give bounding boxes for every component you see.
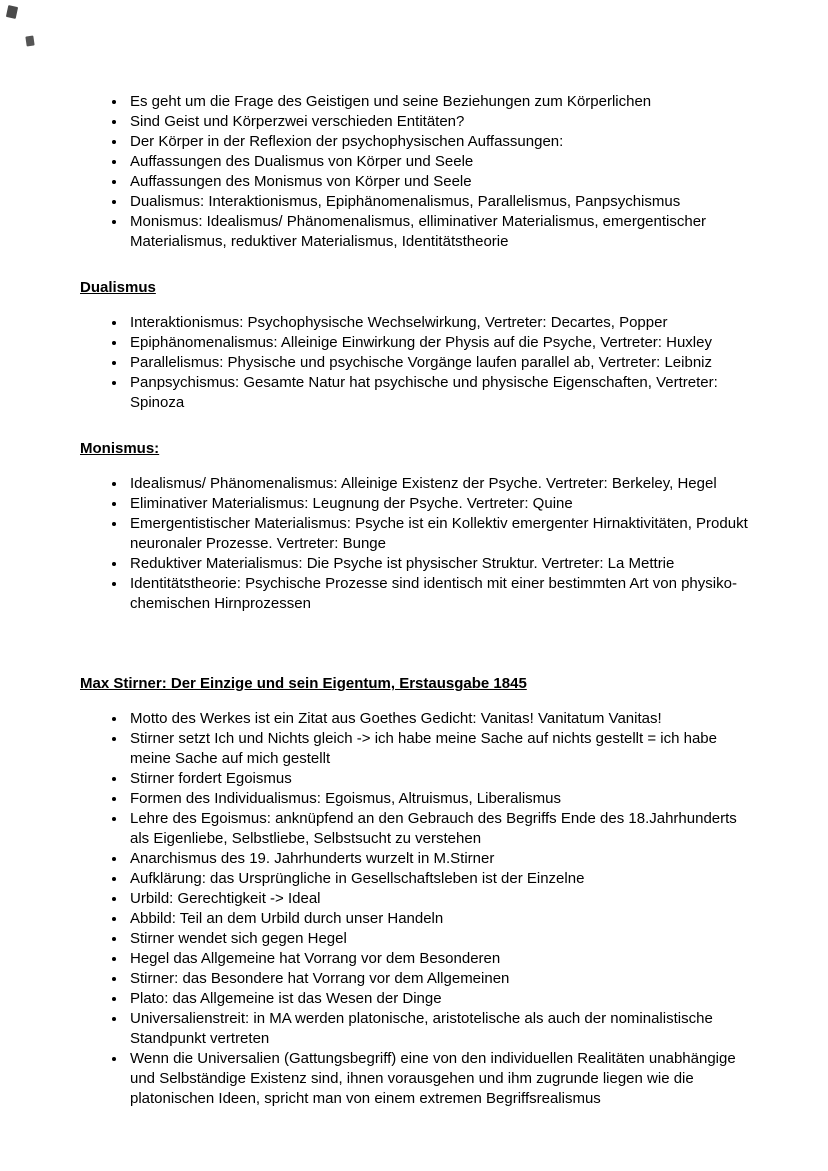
bullet-item: • Epiphänomenalismus: Alleinige Einwirkung der Physis auf die Psyche, Vertreter: Huxley [127,333,748,353]
bullet-item: • Formen des Individualismus: Egoismus, Altruismus, Liberalismus [127,789,748,809]
bullet-item: • Hegel das Allgemeine hat Vorrang vor dem Besonderen [127,949,748,969]
bullet-item: • Motto des Werkes ist ein Zitat aus Goethes Gedicht: Vanitas! Vanitatum Vanitas! [127,709,748,729]
document-section [80,674,748,1109]
bullet-item: • Aufklärung: das Ursprüngliche in Gesellschaftsleben ist der Einzelne [127,869,748,889]
bullet-item: • Der Körper in der Reflexion der psychophysischen Auffassungen: [127,132,748,152]
document-content [80,92,748,1109]
bullet-item: • Stirner setzt Ich und Nichts gleich -> ich habe meine Sache auf nichts gestellt = ich habe meine Sache auf mich gestellt [127,729,748,769]
bullet-item: • Sind Geist und Körperzwei verschieden Entitäten? [127,112,748,132]
section-heading: Max Stirner: Der Einzige und sein Eigentum, Erstausgabe 1845 [80,675,527,692]
bullet-item: • Stirner: das Besondere hat Vorrang vor dem Allgemeinen [127,969,748,989]
bullet-item: • Monismus: Idealismus/ Phänomenalismus, elliminativer Materialismus, emergentischer Materialismus, reduktiver Materialismus, Identitätstheorie [127,212,748,252]
bullet-list [80,92,748,252]
bullet-item: • Auffassungen des Dualismus von Körper und Seele [127,152,748,172]
bullet-list [80,313,748,413]
bullet-item: • Es geht um die Frage des Geistigen und seine Beziehungen zum Körperlichen [127,92,748,112]
bullet-item: • Eliminativer Materialismus: Leugnung der Psyche. Vertreter: Quine [127,494,748,514]
section-heading: Dualismus [80,279,156,296]
bullet-item: • Wenn die Universalien (Gattungsbegriff) eine von den individuellen Realitäten unabhängige und Selbständige Existenz sind, ihnen vorausgehen und ihm zugrunde liegen wie die platonischen Ideen, spricht man von einem extremen Begriffsrealismus [127,1049,748,1109]
bullet-item: • Auffassungen des Monismus von Körper und Seele [127,172,748,192]
section-heading: Monismus: [80,440,160,457]
bullet-item: • Reduktiver Materialismus: Die Psyche ist physischer Struktur. Vertreter: La Mettrie [127,554,748,574]
bullet-item: • Interaktionismus: Psychophysische Wechselwirkung, Vertreter: Decartes, Popper [127,313,748,333]
bullet-item: • Identitätstheorie: Psychische Prozesse sind identisch mit einer bestimmten Art von physiko-chemischen Hirnprozessen [127,574,748,614]
document-section [80,92,748,252]
bullet-list [80,709,748,1109]
bullet-item: • Plato: das Allgemeine ist das Wesen der Dinge [127,989,748,1009]
bullet-item: • Dualismus: Interaktionismus, Epiphänomenalismus, Parallelismus, Panpsychismus [127,192,748,212]
bullet-item: • Urbild: Gerechtigkeit -> Ideal [127,889,748,909]
bullet-item: • Abbild: Teil an dem Urbild durch unser Handeln [127,909,748,929]
bullet-item: • Universalienstreit: in MA werden platonische, aristotelische als auch der nominalistische Standpunkt vertreten [127,1009,748,1049]
document-section [80,278,748,413]
bullet-item: • Panpsychismus: Gesamte Natur hat psychische und physische Eigenschaften, Vertreter: Spinoza [127,373,748,413]
scan-artifact [25,35,34,46]
document-section [80,439,748,614]
bullet-item: • Lehre des Egoismus: anknüpfend an den Gebrauch des Begriffs Ende des 18.Jahrhunderts als Eigenliebe, Selbstliebe, Selbstsucht zu verstehen [127,809,748,849]
bullet-item: • Parallelismus: Physische und psychische Vorgänge laufen parallel ab, Vertreter: Leibniz [127,353,748,373]
bullet-item: • Emergentistischer Materialismus: Psyche ist ein Kollektiv emergenter Hirnaktivitäten, Produkt neuronaler Prozesse. Vertreter: Bunge [127,514,748,554]
bullet-item: • Stirner wendet sich gegen Hegel [127,929,748,949]
bullet-item: • Stirner fordert Egoismus [127,769,748,789]
bullet-item: • Anarchismus des 19. Jahrhunderts wurzelt in M.Stirner [127,849,748,869]
bullet-item: • Idealismus/ Phänomenalismus: Alleinige Existenz der Psyche. Vertreter: Berkeley, Hegel [127,474,748,494]
bullet-list [80,474,748,614]
